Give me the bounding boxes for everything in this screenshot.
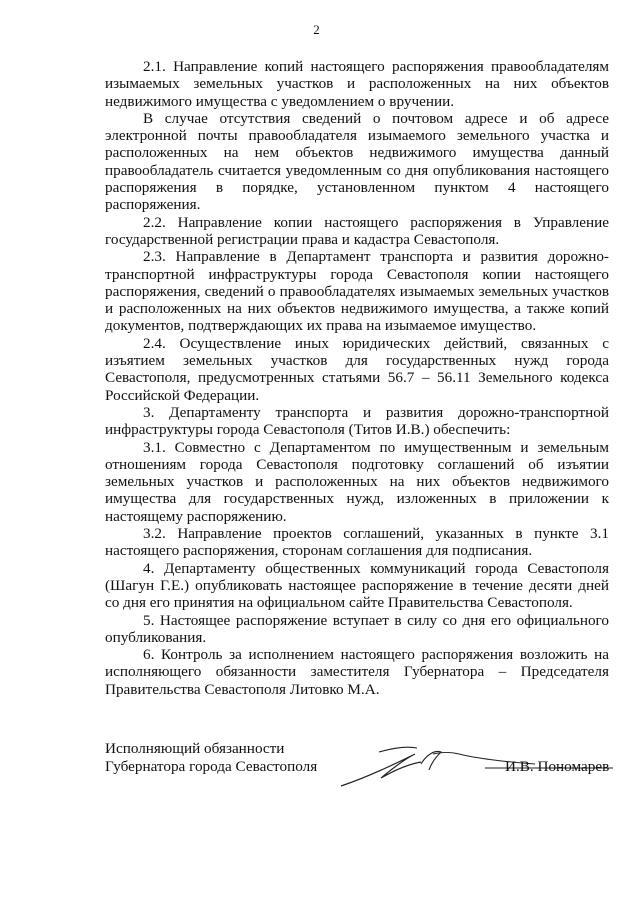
paragraph-2-2: 2.2. Направление копии настоящего распоряжения в Управление государственной регистрации права и кадастра Севастополя. xyxy=(105,213,609,248)
paragraph-3-2: 3.2. Направление проектов соглашений, указанных в пункте 3.1 настоящего распоряжения, сторонам соглашения для подписания. xyxy=(105,525,609,560)
paragraph-3: 3. Департаменту транспорта и развития дорожно-транспортной инфраструктуры города Севастополя (Титов И.В.) обеспечить: xyxy=(105,403,609,439)
paragraph-6: 6. Контроль за исполнением настоящего распоряжения возложить на исполняющего обязанности заместителя Губернатора – Председателя Правительства Севастополя Литовко М.А. xyxy=(105,646,609,698)
paragraph-2-4: 2.4. Осуществление иных юридических действий, связанных с изъятием земельных участков для государственных нужд города Севастополя, предусмотренных статьями 56.7 – 56.11 Земельного кодекса Российской Федерации. xyxy=(105,334,609,404)
paragraph-notice: В случае отсутствия сведений о почтовом адресе и об адресе электронной почты правообладателя изымаемого земельного участка и расположенных на нем объектов недвижимого имущества данный правообладатель считается уведомленным со дня опубликования настоящего распоряжения в порядке, установленном пунктом 4 настоящего распоряжения. xyxy=(105,109,609,214)
paragraph-2-1: 2.1. Направление копий настоящего распоряжения правообладателям изымаемых земельных участков и расположенных на них объектов недвижимого имущества с уведомлением о вручении. xyxy=(105,58,609,110)
paragraph-2-3: 2.3. Направление в Департамент транспорта и развития дорожно-транспортной инфраструктуры города Севастополя копии настоящего распоряжения, сведений о правообладателях изымаемых земельных участков и расположенных на них объектов недвижимого имущества, а также копий документов, подтверждающих их права на изымаемое имущество. xyxy=(105,248,609,335)
signatory-title-line-2: Губернатора города Севастополя xyxy=(105,757,318,775)
signatory-title-line-1: Исполняющий обязанности xyxy=(105,740,285,757)
paragraph-4: 4. Департаменту общественных коммуникаций города Севастополя (Шагун Г.Е.) опубликовать настоящее распоряжение в течение десяти дней со дня его принятия на официальном сайте Правительства Севастополя. xyxy=(105,559,609,612)
signatory-name: И.В. Пономарев xyxy=(505,757,610,775)
page-number: 2 xyxy=(313,22,320,37)
signature-block xyxy=(105,740,615,800)
document-body xyxy=(105,58,609,698)
paragraph-5: 5. Настоящее распоряжение вступает в силу со дня его официального опубликования. xyxy=(105,611,609,646)
paragraph-3-1: 3.1. Совместно с Департаментом по имущественным и земельным отношениям города Севастополя подготовку соглашений об изъятии земельных участков и расположенных на них объектов недвижимого имущества для государственных нужд, изложенных в приложении к настоящему распоряжению. xyxy=(105,438,609,525)
